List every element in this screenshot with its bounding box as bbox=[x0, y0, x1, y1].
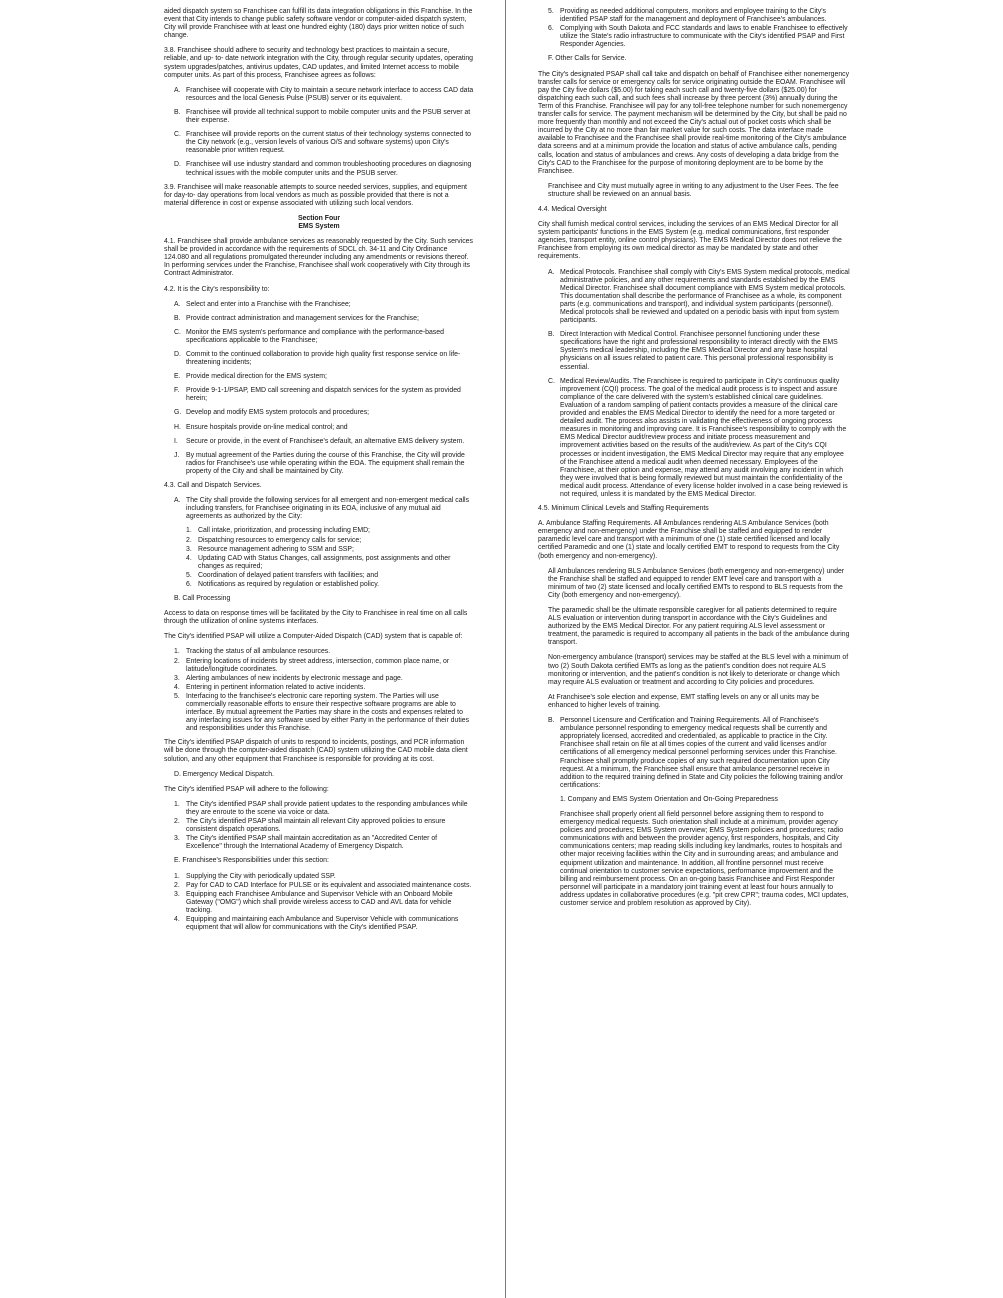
list-item-text: By mutual agreement of the Parties during the course of this Franchise, the City will provide radios for Franchisee's use while operating within the EOA. The equipment shall remain the property of the City and shall be maintained by City. bbox=[186, 451, 465, 475]
list-item-text: The City's identified PSAP shall maintain accreditation as an "Accredited Center of Excellence" through the International Academy of Emergency Dispatch. bbox=[186, 835, 438, 851]
paragraph: Access to data on response times will be facilitated by the City to Franchisee in real time on all calls through the utilization of online systems interfaces. bbox=[164, 610, 468, 626]
list-item-text: The City's identified PSAP shall provide patient updates to the responding ambulances while they are enroute to the scene via voice or data. bbox=[186, 800, 468, 816]
paragraph: City shall furnish medical control services, including the services of an EMS Medical Director for all system participants' functions in the EMS System (e.g. medical communications, first responder agencies, transport entity, online control physicians). The EMS Medical Director does not relieve the Franchisee from employing its own medical director as may be mandated by state and other requirements. bbox=[538, 221, 842, 261]
list-item-label: 1. bbox=[174, 872, 180, 880]
list-item bbox=[174, 351, 474, 367]
paragraph: At Franchisee's sole election and expense, EMT staffing levels on any or all units may be enhanced to higher levels of training. bbox=[548, 693, 820, 709]
paragraph: The City's designated PSAP shall call take and dispatch on behalf of Franchisee either nonemergency transfer calls for service or emergency calls for service originating outside the EOAM. Franchisee will pay the City five dollars ($5.00) for taking each such call and twenty-five dollars ($25.00) for dispatching each such call, and such fees shall increase by three percent (3%) annually during the Term of this Franchise. Franchisee will pay for any toll-free telephone number for such nonemergency transfer calls for service. The payment mechanism will be determined by the City, but shall be paid no more frequently than monthly and not exceed the City's actual out of pocket costs which shall be incurred by the City at no more than fair market value for such costs. The data interface made available to Franchisee and the Franchisee shall provide real-time monitoring of the City's ambulance data screens and at a minimum provide the location and status of active ambulance calls, pending calls, location and status of ambulances and crews. Any costs of developing a data bridge from the City's CAD to the Franchisee for the purpose of monitoring deployment are to be borne by the Franchisee. bbox=[538, 70, 850, 175]
list-item bbox=[186, 527, 474, 535]
list-item-label: B. bbox=[548, 331, 555, 339]
list-item bbox=[548, 25, 850, 49]
list-4-3-a bbox=[164, 527, 474, 589]
list-item bbox=[174, 648, 474, 656]
list-item-label: E. bbox=[174, 373, 181, 381]
list-item-label: C. bbox=[548, 377, 555, 385]
paragraph: aided dispatch system so Franchisee can fulfill its data integration obligations in this Franchise. In the event that City intends to change public safety software vendor or computer-aided dispatch system, City will provide Franchisee with at least one hundred eighty (180) days prior written notice of such change. bbox=[164, 8, 473, 40]
list-4-3-b bbox=[164, 648, 474, 733]
list-item-label: D. bbox=[174, 161, 181, 169]
list-item-text: Notifications as required by regulation or established policy. bbox=[198, 580, 380, 588]
list-item-text: Ensure hospitals provide on-line medical control; and bbox=[186, 423, 348, 431]
paragraph: All Ambulances rendering BLS Ambulance Services (both emergency and non-emergency) under the Franchise shall be staffed and equipped to render EMT level care and transport with a minimum of two (2) state licensed and locally certified EMTs to respond to BLS requests from the City (both emergency and non-emergency). bbox=[548, 567, 845, 599]
list-item-label: I. bbox=[174, 437, 178, 445]
list-item-text: Provide 9-1-1/PSAP, EMD call screening and dispatch services for the system as provided herein; bbox=[186, 387, 461, 403]
list-item bbox=[174, 882, 474, 890]
list-item-text: Monitor the EMS system's performance and compliance with the performance-based specifications applicable to the Franchisee; bbox=[186, 328, 444, 344]
list-item-text: Alerting ambulances of new incidents by electronic message and page. bbox=[186, 674, 403, 682]
list-item bbox=[174, 387, 474, 403]
list-item-text: Interfacing to the franchisee's electronic care reporting system. The Parties will use commercially reasonable efforts to ensure their respective software programs are able to interface. By mutual agreement the Parties may share in the costs and expenses related to any interfacing issues for any software used by either Party in the performance of their duties and responsibilities under this Franchise. bbox=[186, 692, 470, 733]
section-heading bbox=[164, 215, 474, 231]
list-item bbox=[174, 658, 474, 674]
list-item-label: 4. bbox=[174, 915, 180, 923]
subsection-b-1: 1. Company and EMS System Orientation and On-Going Preparedness bbox=[560, 795, 778, 803]
list-4-3-e-continued bbox=[538, 8, 850, 49]
list-item-label: C. bbox=[174, 328, 181, 336]
list-item-text: Supplying the City with periodically updated SSP. bbox=[186, 872, 336, 880]
list-item-label: B. bbox=[174, 108, 181, 116]
list-item-label: 3. bbox=[174, 674, 180, 682]
list-item bbox=[186, 537, 474, 545]
column-divider bbox=[505, 0, 506, 1298]
list-item-label: 2. bbox=[186, 536, 192, 544]
list-item-label: 3. bbox=[174, 835, 180, 843]
list-item bbox=[174, 916, 474, 932]
list-item bbox=[174, 818, 474, 834]
paragraph-4-3: 4.3. Call and Dispatch Services. bbox=[164, 482, 262, 490]
list-item-text: The City's identified PSAP shall maintain all relevant City approved policies to ensure consistent dispatch operations. bbox=[186, 818, 446, 834]
paragraph: The City's identified PSAP dispatch of units to respond to incidents, postings, and PCR information will be done through the computer-aided dispatch (CAD) system utilizing the CAD mobile data client solution, and any other equipment that Franchisee is responsible for providing at its cost. bbox=[164, 739, 468, 763]
list-item bbox=[174, 452, 474, 476]
list-item bbox=[548, 8, 850, 24]
list-item bbox=[174, 873, 474, 881]
paragraph: The paramedic shall be the ultimate responsible caregiver for all patients determined to require ALS evaluation or intervention during transport in accordance with the City's Guidelines and authorized by the EMS Medical Director. For any patient requiring ALS level assessment or treatment, the paramedic is required to accompany all patients in the back of the ambulance during transport. bbox=[548, 607, 850, 647]
paragraph: Non-emergency ambulance (transport) services may be staffed at the BLS level with a minimum of two (2) South Dakota certified EMTs as long as the patient's condition does not require ALS monitoring or intervention, and the patient's condition is not likely to deteriorate or change which may require ALS evaluation or treatment and according to City policies and procedures. bbox=[548, 654, 849, 686]
paragraph: Franchisee shall properly orient all field personnel before assigning them to respond to emergency medical requests. Such orientation shall include at a minimum, provider agency policies and procedures; EMS System overview; EMS System policies and procedures; radio communications with and between the provider agency, first responders, hospitals, and City communications centers; map reading skills including key landmarks, routes to hospitals and other major receiving facilities within the City and in surrounding areas; and ambulance and equipment utilization and maintenance. In addition, all frontline personnel must receive continual orientation to customer service expectations, performance improvement and the billing and reimbursement process. On an on-going basis Franchisee and First Responder personnel will participate in a mandatory joint training event at least four hours annually to address updates in collaborative procedures (e.g. "pit crew CPR"; trauma codes, MCI updates, customer service and problem resolution as approved by City). bbox=[560, 810, 849, 907]
list-item-label: 5. bbox=[186, 571, 192, 579]
list-item bbox=[174, 835, 474, 851]
list-item-label: J. bbox=[174, 451, 180, 459]
list-item bbox=[174, 329, 474, 345]
list-item-label: H. bbox=[174, 423, 181, 431]
list-4-3-e bbox=[164, 873, 474, 933]
list-item bbox=[174, 424, 474, 432]
left-column bbox=[164, 8, 474, 933]
list-item-label: 1. bbox=[174, 800, 180, 808]
list-item-text: Updating CAD with Status Changes, call assignments, post assignments and other changes as required; bbox=[198, 554, 451, 570]
paragraph: The City's identified PSAP will utilize a Computer-Aided Dispatch (CAD) system that is capable of: bbox=[164, 633, 463, 641]
list-item-label: 2. bbox=[174, 881, 180, 889]
paragraph: The City's identified PSAP will adhere to the following: bbox=[164, 785, 329, 793]
list-item-text: Medical Protocols. Franchisee shall comply with City's EMS System medical protocols, medical administrative policies, and any other requirements and standards established by the EMS Medical Director. Franchisee shall document compliance with EMS System medical protocols. This documentation shall describe the performance of Franchisee as a whole, its component parts (e.g. communications and transport), and individual system participants (personnel). Medical protocols shall be reviewed and updated on a periodic basis with input from system participants. bbox=[560, 268, 850, 325]
list-item bbox=[174, 675, 474, 683]
list-item-text: Develop and modify EMS system protocols and procedures; bbox=[186, 409, 370, 417]
list-item-label: A. bbox=[548, 268, 555, 276]
list-item-text: Select and enter into a Franchise with the Franchisee; bbox=[186, 300, 351, 308]
list-3-8 bbox=[164, 87, 474, 178]
list-item-text: Entering in pertinent information related to active incidents. bbox=[186, 683, 366, 691]
list-item-label: 3. bbox=[174, 890, 180, 898]
list-item-text: Direct Interaction with Medical Control. Franchisee personnel functioning under these specifications have the right and professional responsibility to interact directly with the EMS System's medical leadership, including the EMS Medical Director and any base hospital physicians on all issues related to patient care. This personal professional responsibility is essential. bbox=[560, 331, 838, 371]
paragraph-4-1: 4.1. Franchisee shall provide ambulance services as reasonably requested by the City. Such services shall be provided in accordance with the requirements of SDCL ch. 34-11 and City Ordinance 124.080 and all regulations promulgated thereunder including any amendments or revisions thereof. In performing services under the Franchise, Franchisee shall work cooperatively with City through its Contract Administrator. bbox=[164, 238, 473, 278]
list-item-label: 6. bbox=[548, 25, 554, 33]
list-item-text: Equipping each Franchisee Ambulance and Supervisor Vehicle with an Onboard Mobile Gateway ("OMG") which shall provide wireless access to CAD and AVL data for vehicle tracking. bbox=[186, 890, 453, 914]
list-item-label: 1. bbox=[174, 648, 180, 656]
list-item-label: B. bbox=[174, 314, 181, 322]
list-item-text: Call intake, prioritization, and processing including EMD; bbox=[198, 527, 370, 535]
list-item bbox=[186, 572, 474, 580]
list-item bbox=[174, 801, 474, 817]
list-item-text: Tracking the status of all ambulance resources. bbox=[186, 648, 331, 656]
list-item-text: Equipping and maintaining each Ambulance and Supervisor Vehicle with communications equipment that will allow for communications with the City's identified PSAP. bbox=[186, 915, 459, 932]
subsection-f: F. Other Calls for Service. bbox=[548, 55, 627, 63]
list-item-4-3-a: A. The City shall provide the following services for all emergent and non-emergent medical calls including transfers, for Franchisee originating in its EOA, inclusive of any mutual aid agreements as authorized by the City: bbox=[174, 497, 470, 521]
paragraph: A. Ambulance Staffing Requirements. All Ambulances rendering ALS Ambulance Services (both emergency and non-emergency) under the Franchise shall be staffed and equipped to render paramedic level care and transport with a minimum of one (1) state certified licensed and locally certified Paramedic and one (1) state and locally certified EMT to respond to requests from the City (both emergency and non-emergency). bbox=[538, 520, 840, 560]
list-item-text: Franchisee will provide all technical support to mobile computer units and the PSUB server at their expense. bbox=[186, 108, 471, 125]
list-item-label: 1. bbox=[186, 527, 192, 535]
list-item bbox=[174, 373, 474, 381]
list-item-text: Providing as needed additional computers, monitors and employee training to the City's identified PSAP staff for the management and deployment of Franchisee's ambulances. bbox=[560, 8, 827, 24]
list-item bbox=[548, 378, 850, 499]
list-item-label: 4. bbox=[186, 554, 192, 562]
list-item-label: 3. bbox=[186, 545, 192, 553]
list-item bbox=[174, 409, 474, 417]
list-item bbox=[174, 693, 474, 733]
list-item bbox=[174, 109, 474, 125]
list-item-label: G. bbox=[174, 409, 182, 417]
paragraph-4-4: 4.4. Medical Oversight bbox=[538, 205, 607, 213]
paragraph-3-8: 3.8. Franchisee should adhere to security and technology best practices to maintain a secure, reliable, and up- to- date network integration with the City, through regular security updates, operating system upgrades/patches, antivirus updates, CAD updates, and limited Internet access to mobile computer units. As part of this process, Franchisee agrees as follows: bbox=[164, 47, 473, 79]
list-item bbox=[174, 438, 474, 446]
list-item-text: Provide contract administration and management services for the Franchise; bbox=[186, 314, 419, 322]
list-4-3-d bbox=[164, 801, 474, 852]
list-item-label: 2. bbox=[174, 657, 180, 665]
list-item-label: 6. bbox=[186, 580, 192, 588]
paragraph-4-2: 4.2. It is the City's responsibility to: bbox=[164, 285, 270, 293]
list-item-label: D. bbox=[174, 351, 181, 358]
subsection-d: D. Emergency Medical Dispatch. bbox=[174, 770, 274, 778]
list-item-text: Commit to the continued collaboration to provide high quality first response service on life-threatening incidents; bbox=[186, 351, 461, 367]
list-item bbox=[548, 269, 850, 326]
subsection-e: E. Franchisee's Responsibilities under this section: bbox=[174, 857, 329, 865]
list-4-2 bbox=[164, 301, 474, 476]
list-item-text: Dispatching resources to emergency calls for service; bbox=[198, 536, 362, 544]
list-item bbox=[186, 581, 474, 589]
paragraph: Franchisee and City must mutually agree in writing to any adjustment to the User Fees. The fee structure shall be reviewed on an annual basis. bbox=[548, 182, 839, 198]
list-item-label: 5. bbox=[548, 8, 554, 15]
list-item-label: C. bbox=[174, 131, 181, 139]
list-item-label: 4. bbox=[174, 683, 180, 691]
list-item-text: Provide medical direction for the EMS system; bbox=[186, 373, 327, 381]
list-item-text: Medical Review/Audits. The Franchisee is required to participate in City's continuous quality improvement (CQI) process. The goal of the medical audit process is to inspect and assure compliance of the care delivered with the system's established clinical care guidelines. Evaluation of a random sampling of patient contacts provides a measure of the clinical care provided and enables the EMS Medical Director to identify the need for a more targeted or detailed audit. The process also assists in validating the effectiveness of ongoing process measures in monitoring and improving care. It is Franchisee's responsibility to comply with the EMS Medical Director audit/review process and initiate process measurement and improvement activities based on the results of the audit/review. As part of the City's CQI processes or incident investigation, the EMS Medical Director may require that any employee of the Franchisee attend a medical audit when deemed necessary. Employees of the Franchisee, at their option and expense, may attend any audit involving any incident in which they were involved that is being formally reviewed but must maintain the confidentiality of the medical audit process. Attendance of every license holder involved in a case being reviewed is not required, unless it is mandated by the EMS Medical Director. bbox=[560, 377, 848, 498]
list-item-text: Coordination of delayed patient transfers with facilities; and bbox=[198, 571, 379, 579]
list-item bbox=[174, 684, 474, 692]
list-item-text: Resource management adhering to SSM and SSP; bbox=[198, 545, 354, 553]
list-item-label: A. bbox=[174, 86, 181, 94]
list-item-4-5-b: B. Personnel Licensure and Certification and Training Requirements. All of Franchisee's ambulance personnel responding to emergency medical requests shall be currently and appropriately licensed, accredited and credentialed, as applicable to practice in the City. Franchisee shall retain on file at all times copies of the current and valid licenses and/or certifications of all emergency medical personnel performing services under this Franchise. Franchisee shall promptly produce copies of any such required documentation upon City request. At a minimum, the Franchisee shall ensure that ambulance personnel receive in addition to the required training defined in State and City policies the following training and/or certifications: bbox=[548, 717, 844, 789]
paragraph-4-5: 4.5. Minimum Clinical Levels and Staffing Requirements bbox=[538, 505, 709, 513]
list-item-label: 5. bbox=[174, 692, 180, 700]
list-item bbox=[174, 891, 474, 915]
subsection-b: B. Call Processing bbox=[174, 595, 231, 603]
list-item-text: Franchisee will cooperate with City to maintain a secure network interface to access CAD data resources and the local Genesis Pulse (PSUB) server or its equivalent. bbox=[186, 86, 474, 102]
list-item-text: Complying with South Dakota and FCC standards and laws to enable Franchisee to effectively utilize the State's radio infrastructure to communicate with the City's identified PSAP and First Responder Agencies. bbox=[560, 25, 848, 49]
right-column bbox=[538, 8, 850, 915]
list-item-text: Secure or provide, in the event of Franchisee's default, an alternative EMS delivery system. bbox=[186, 437, 465, 445]
list-item bbox=[548, 331, 850, 371]
section-subtitle: EMS System bbox=[298, 222, 340, 230]
list-4-4 bbox=[538, 269, 850, 500]
list-item-text: Franchisee will provide reports on the current status of their technology systems connected to the City network (e.g., version levels of various O/S and software systems) upon City's reasonable prior written request. bbox=[186, 131, 471, 155]
list-item bbox=[186, 546, 474, 554]
list-item bbox=[186, 555, 474, 571]
list-item bbox=[174, 87, 474, 103]
paragraph-3-9: 3.9. Franchisee will make reasonable attempts to source needed services, supplies, and equipment for day-to- day operations from local vendors as much as possible provided that there is not a material difference in cost or expense associated with utilizing such local vendors. bbox=[164, 183, 467, 207]
list-item-label: F. bbox=[174, 387, 180, 395]
list-item bbox=[174, 301, 474, 309]
list-item-text: Franchisee will use industry standard and common troubleshooting procedures on diagnosing technical issues with the mobile computer units and the PSUB server. bbox=[186, 161, 472, 177]
section-title: Section Four bbox=[297, 214, 341, 222]
list-item bbox=[174, 131, 474, 155]
list-item-label: 2. bbox=[174, 818, 180, 826]
list-item bbox=[174, 161, 474, 177]
list-item-label: A. bbox=[174, 300, 181, 308]
list-item-text: Entering locations of incidents by street address, intersection, common place name, or latitude/longitude coordinates. bbox=[186, 657, 450, 673]
list-item-text: Pay for CAD to CAD Interface for PULSE or its equivalent and associated maintenance costs. bbox=[186, 881, 472, 889]
list-item bbox=[174, 315, 474, 323]
